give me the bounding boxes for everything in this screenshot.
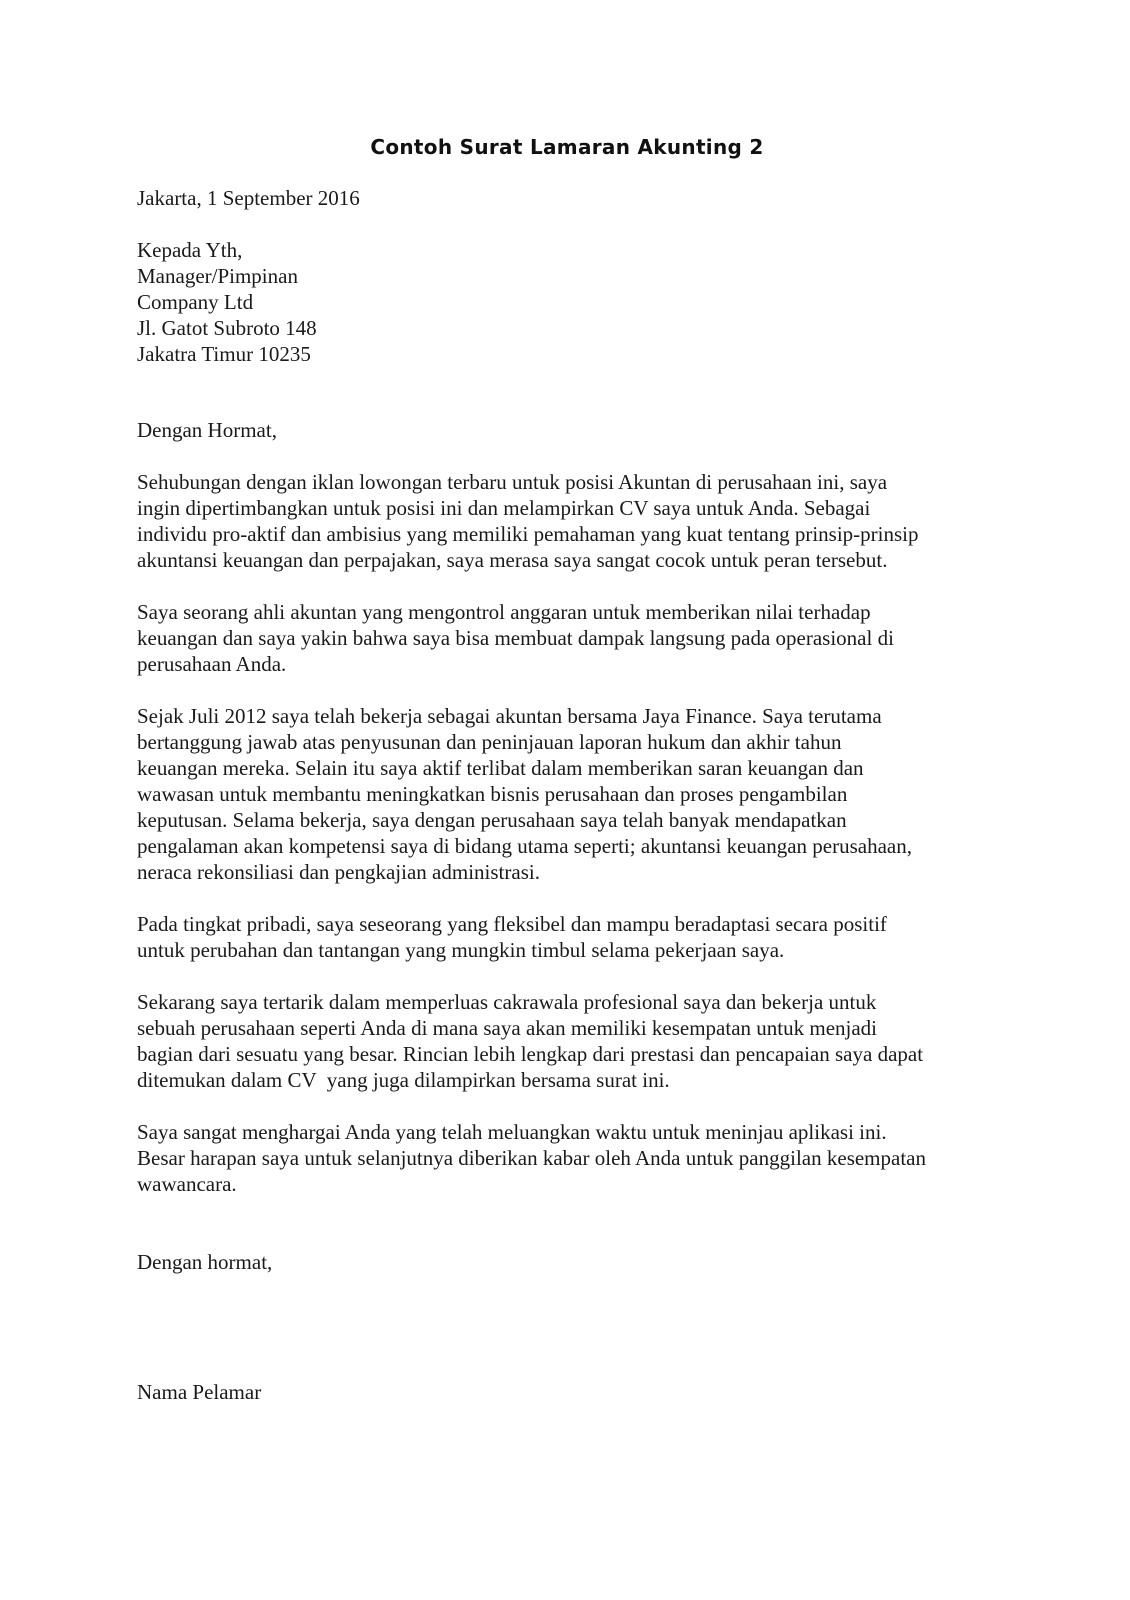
paragraph-2 bbox=[137, 599, 1017, 677]
letter-date: Jakarta, 1 September 2016 bbox=[137, 186, 360, 210]
paragraph-line: akuntansi keuangan dan perpajakan, saya merasa saya sangat cocok untuk peran tersebut. bbox=[137, 548, 888, 572]
paragraph-line: wawasan untuk membantu meningkatkan bisnis perusahaan dan proses pengambilan bbox=[137, 782, 848, 806]
recipient-line: Jakatra Timur 10235 bbox=[137, 342, 311, 366]
paragraph-line: Saya seorang ahli akuntan yang mengontrol anggaran untuk memberikan nilai terhadap bbox=[137, 600, 871, 624]
paragraph-line: sebuah perusahaan seperti Anda di mana saya akan memiliki kesempatan untuk menjadi bbox=[137, 1016, 878, 1040]
paragraph-line: perusahaan Anda. bbox=[137, 652, 287, 676]
recipient-line: Jl. Gatot Subroto 148 bbox=[137, 316, 317, 340]
paragraph-line: keuangan dan saya yakin bahwa saya bisa membuat dampak langsung pada operasional di bbox=[137, 626, 894, 650]
recipient-line: Kepada Yth, bbox=[137, 238, 243, 262]
paragraph-line: Sejak Juli 2012 saya telah bekerja sebagai akuntan bersama Jaya Finance. Saya terutama bbox=[137, 704, 882, 728]
paragraph-3 bbox=[137, 703, 1017, 885]
paragraph-4 bbox=[137, 911, 1017, 963]
paragraph-1 bbox=[137, 469, 1017, 573]
paragraph-line: Pada tingkat pribadi, saya seseorang yang fleksibel dan mampu beradaptasi secara positif bbox=[137, 912, 887, 936]
paragraph-line: Besar harapan saya untuk selanjutnya diberikan kabar oleh Anda untuk panggilan kesempatan bbox=[137, 1146, 926, 1170]
recipient-address bbox=[137, 237, 1017, 367]
paragraph-line: wawancara. bbox=[137, 1172, 237, 1196]
paragraph-line: ditemukan dalam CV yang juga dilampirkan bersama surat ini. bbox=[137, 1068, 670, 1092]
signature-name: Nama Pelamar bbox=[137, 1380, 262, 1404]
closing: Dengan hormat, bbox=[137, 1250, 273, 1274]
salutation: Dengan Hormat, bbox=[137, 418, 277, 442]
paragraph-line: bagian dari sesuatu yang besar. Rincian lebih lengkap dari prestasi dan pencapaian saya dapat bbox=[137, 1042, 924, 1066]
paragraph-line: Sekarang saya tertarik dalam memperluas cakrawala profesional saya dan bekerja untuk bbox=[137, 990, 877, 1014]
paragraph-line: untuk perubahan dan tantangan yang mungkin timbul selama pekerjaan saya. bbox=[137, 938, 785, 962]
recipient-line: Company Ltd bbox=[137, 290, 254, 314]
paragraph-line: keuangan mereka. Selain itu saya aktif terlibat dalam memberikan saran keuangan dan bbox=[137, 756, 864, 780]
paragraph-line: individu pro-aktif dan ambisius yang memiliki pemahaman yang kuat tentang prinsip-prinsip bbox=[137, 522, 919, 546]
paragraph-line: keputusan. Selama bekerja, saya dengan perusahaan saya telah banyak mendapatkan bbox=[137, 808, 847, 832]
paragraph-6 bbox=[137, 1119, 1017, 1197]
paragraph-line: pengalaman akan kompetensi saya di bidang utama seperti; akuntansi keuangan perusahaan, bbox=[137, 834, 912, 858]
paragraph-line: bertanggung jawab atas penyusunan dan peninjauan laporan hukum dan akhir tahun bbox=[137, 730, 842, 754]
paragraph-line: Saya sangat menghargai Anda yang telah meluangkan waktu untuk meninjau aplikasi ini. bbox=[137, 1120, 887, 1144]
paragraph-line: neraca rekonsiliasi dan pengkajian administrasi. bbox=[137, 860, 540, 884]
document-title: Contoh Surat Lamaran Akunting 2 bbox=[370, 135, 764, 159]
paragraph-line: ingin dipertimbangkan untuk posisi ini dan melampirkan CV saya untuk Anda. Sebagai bbox=[137, 496, 871, 520]
paragraph-line: Sehubungan dengan iklan lowongan terbaru untuk posisi Akuntan di perusahaan ini, saya bbox=[137, 470, 888, 494]
paragraph-5 bbox=[137, 989, 1017, 1093]
recipient-line: Manager/Pimpinan bbox=[137, 264, 298, 288]
